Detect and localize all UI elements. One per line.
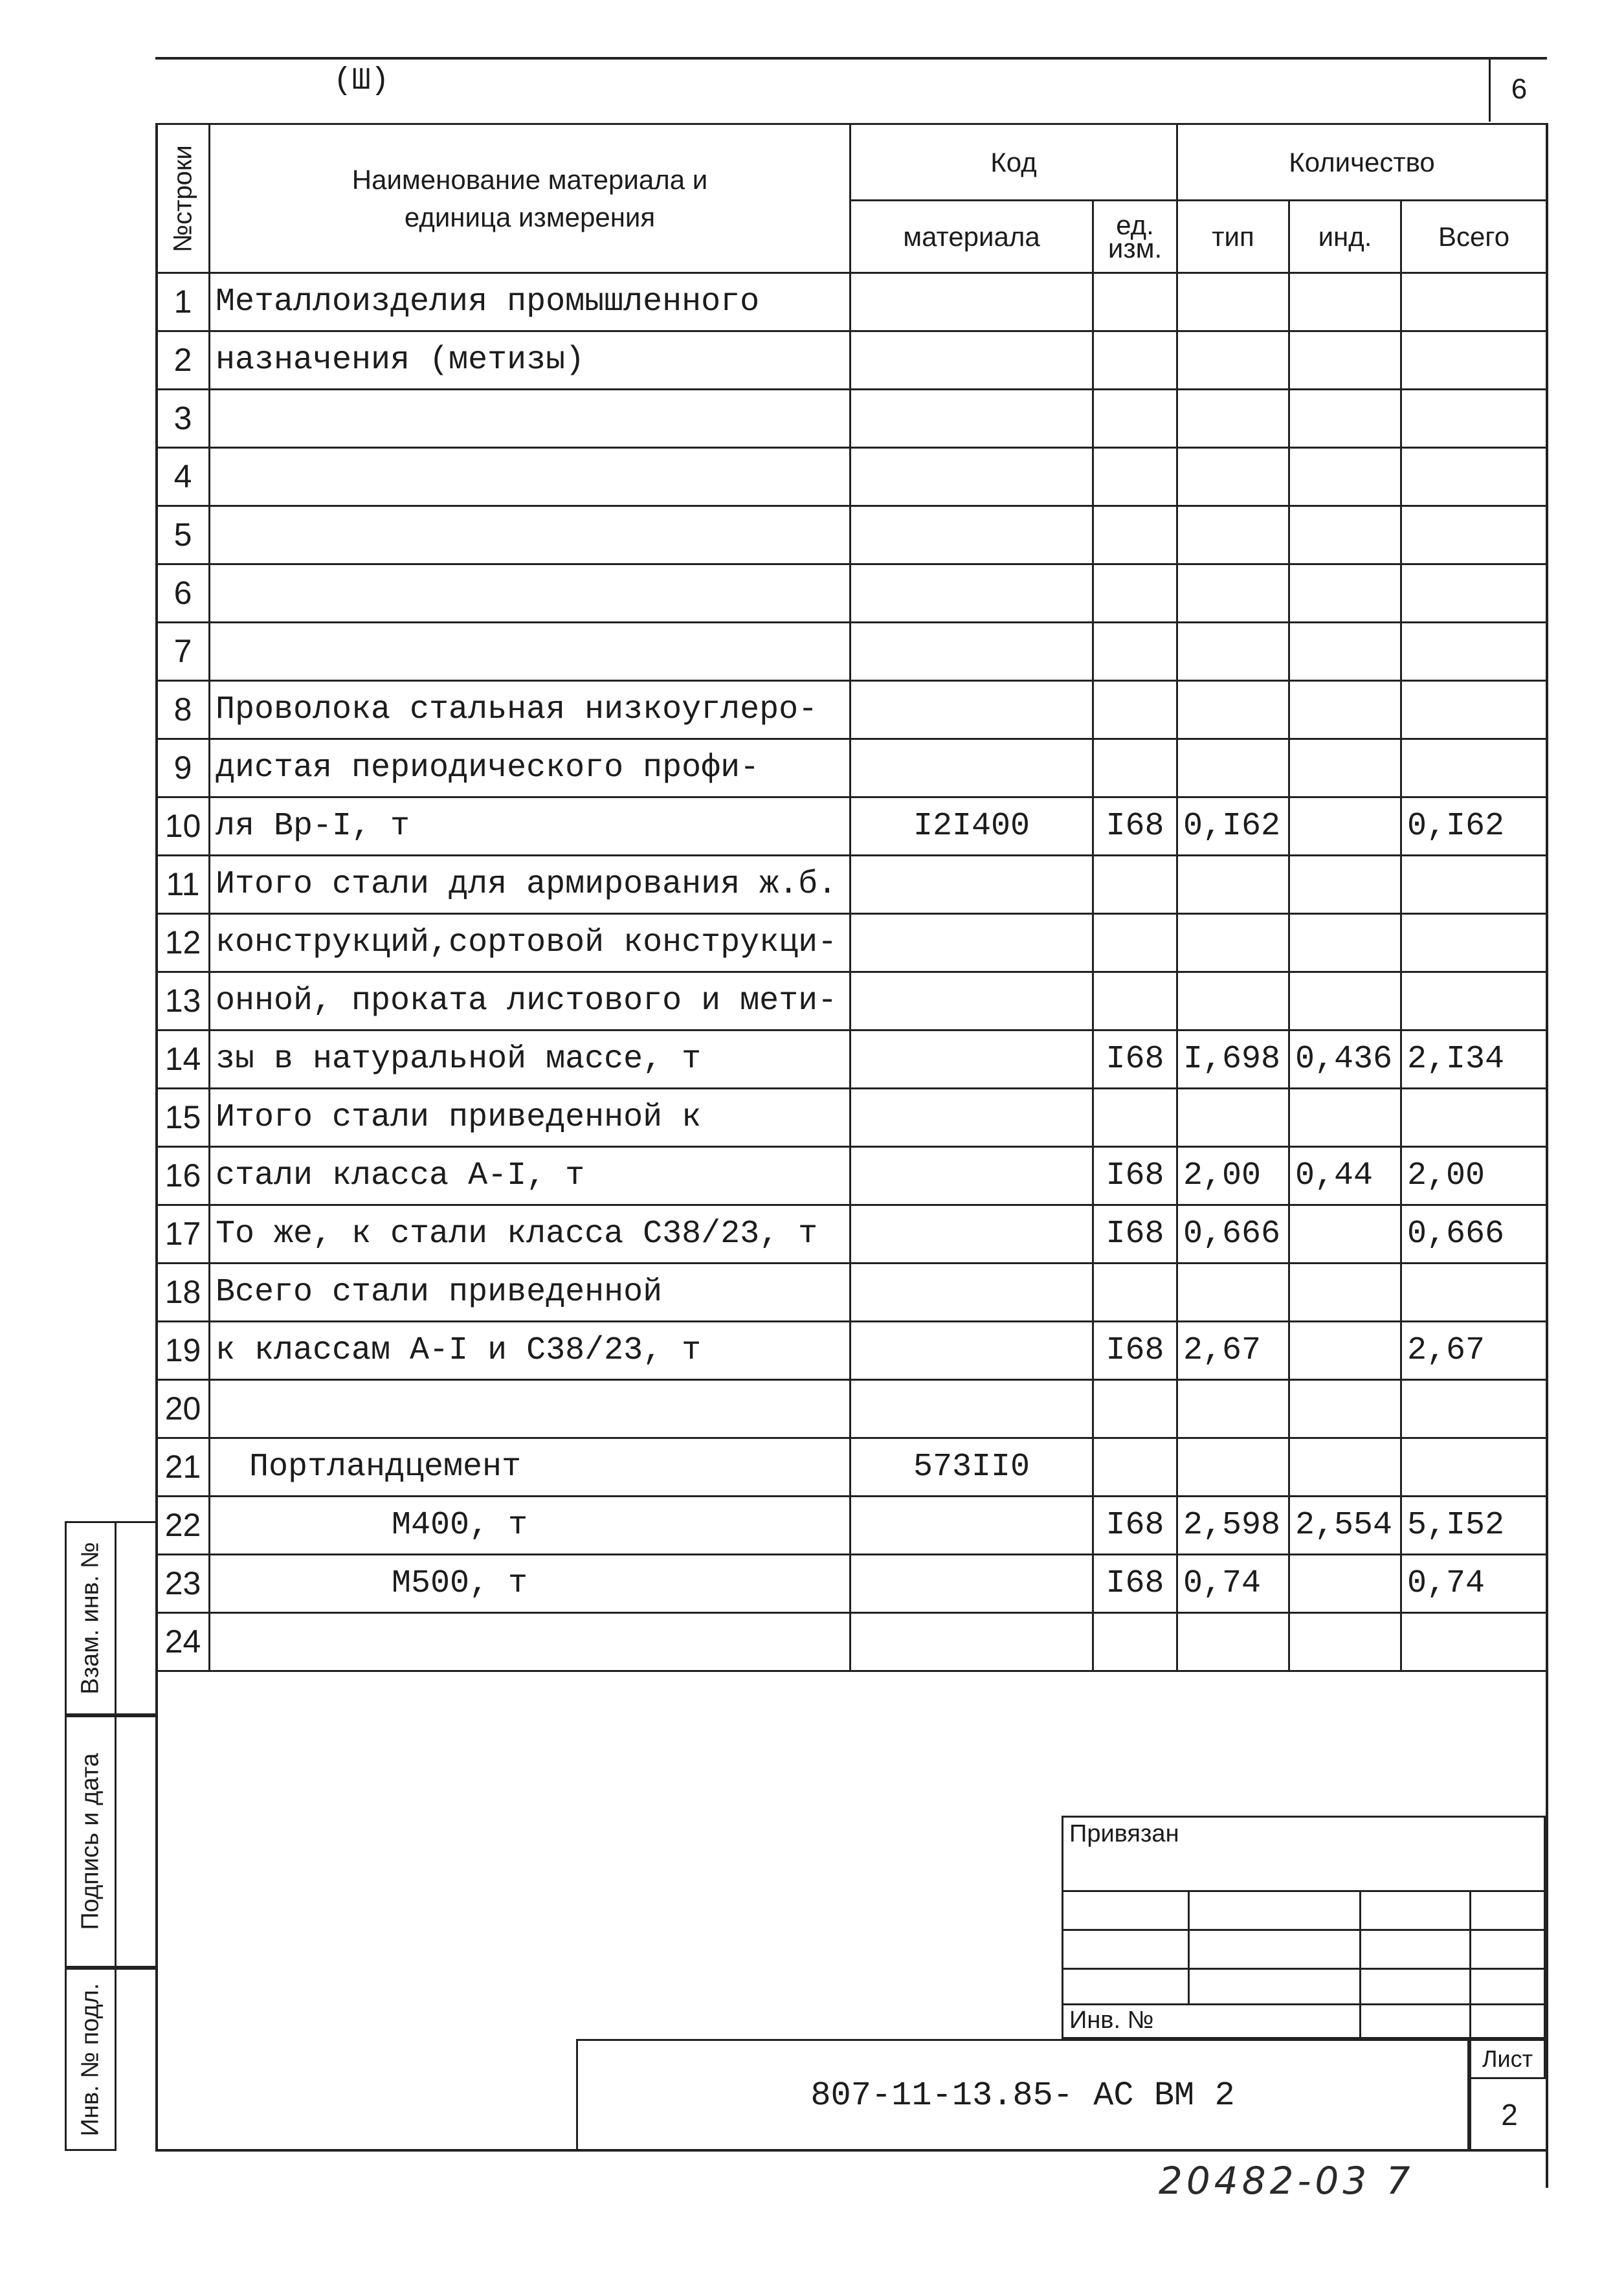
material-code (851, 1205, 1093, 1264)
material-name: ля Вр-I, т (210, 797, 851, 856)
material-name (210, 1613, 851, 1671)
qty-ind (1289, 506, 1401, 564)
qty-type (1177, 856, 1289, 914)
header-type: тип (1177, 201, 1289, 273)
material-name: Всего стали приведенной (210, 1264, 851, 1322)
material-code (851, 1613, 1093, 1671)
qty-type: 2,598 (1177, 1497, 1289, 1555)
qty-type (1177, 390, 1289, 448)
table-row (157, 914, 1547, 972)
binding-divider (1188, 1890, 1190, 2003)
row-number: 23 (157, 1555, 210, 1613)
row-number: 21 (157, 1438, 210, 1497)
qty-total (1401, 1613, 1547, 1671)
material-name: дистая периодического профи- (210, 739, 851, 797)
qty-ind: 0,44 (1289, 1147, 1401, 1205)
row-number: 14 (157, 1030, 210, 1089)
qty-total (1401, 856, 1547, 914)
qty-ind (1289, 1380, 1401, 1438)
qty-ind (1289, 448, 1401, 506)
table-row (157, 448, 1547, 506)
qty-ind (1289, 1264, 1401, 1322)
qty-type (1177, 972, 1289, 1030)
qty-total: 5,I52 (1401, 1497, 1547, 1555)
inventory-number-label: Инв. № (1069, 2007, 1154, 2034)
material-name: стали класса А-I, т (210, 1147, 851, 1205)
qty-total (1401, 681, 1547, 739)
row-number: 16 (157, 1147, 210, 1205)
side-field-vzam: Взам. инв. № (65, 1521, 117, 1715)
unit-code (1093, 390, 1177, 448)
material-code (851, 681, 1093, 739)
table-row (157, 1438, 1547, 1497)
qty-ind (1289, 972, 1401, 1030)
material-code (851, 1322, 1093, 1380)
row-number: 19 (157, 1322, 210, 1380)
qty-type: 2,00 (1177, 1147, 1289, 1205)
qty-type: 2,67 (1177, 1322, 1289, 1380)
unit-code (1093, 331, 1177, 390)
binding-divider (1359, 1890, 1361, 2039)
qty-ind (1289, 1555, 1401, 1613)
material-code: 573II0 (851, 1438, 1093, 1497)
unit-code (1093, 1380, 1177, 1438)
qty-type (1177, 1264, 1289, 1322)
row-number: 8 (157, 681, 210, 739)
sheet-value: 2 (1469, 2079, 1548, 2150)
material-name (210, 448, 851, 506)
unit-code (1093, 448, 1177, 506)
unit-code (1093, 972, 1177, 1030)
sheet-box (1469, 2039, 1546, 2150)
material-code (851, 1089, 1093, 1147)
material-name: Итого стали приведенной к (210, 1089, 851, 1147)
unit-code (1093, 856, 1177, 914)
frame-bottom-line (155, 2149, 1547, 2152)
qty-type (1177, 1613, 1289, 1671)
unit-code (1093, 681, 1177, 739)
row-number: 9 (157, 739, 210, 797)
row-number: 22 (157, 1497, 210, 1555)
header-row-number: №строки (157, 124, 210, 273)
qty-ind (1289, 564, 1401, 623)
qty-type: 0,74 (1177, 1555, 1289, 1613)
qty-type (1177, 331, 1289, 390)
material-name (210, 390, 851, 448)
row-number: 10 (157, 797, 210, 856)
qty-ind (1289, 914, 1401, 972)
material-code (851, 739, 1093, 797)
qty-total (1401, 623, 1547, 681)
side-field-signature-value (117, 1715, 155, 1968)
row-number: 7 (157, 623, 210, 681)
header-mark: (Ш) (333, 63, 390, 98)
unit-code (1093, 1613, 1177, 1671)
qty-type (1177, 739, 1289, 797)
table-row (157, 739, 1547, 797)
table-row (157, 1497, 1547, 1555)
header-unit: ед. изм. (1093, 201, 1177, 273)
table-row (157, 1147, 1547, 1205)
material-name: зы в натуральной массе, т (210, 1030, 851, 1089)
table-row (157, 506, 1547, 564)
table-row (157, 1264, 1547, 1322)
table-row (157, 273, 1547, 331)
row-number: 18 (157, 1264, 210, 1322)
qty-total: 2,67 (1401, 1322, 1547, 1380)
row-number: 5 (157, 506, 210, 564)
table-row (157, 797, 1547, 856)
row-number: 15 (157, 1089, 210, 1147)
table-row (157, 1380, 1547, 1438)
material-name: Металлоизделия промышленного (210, 273, 851, 331)
unit-code (1093, 914, 1177, 972)
material-code (851, 1555, 1093, 1613)
table-row (157, 1205, 1547, 1264)
qty-type (1177, 448, 1289, 506)
sheet-label: Лист (1469, 2039, 1546, 2079)
table-row (157, 1089, 1547, 1147)
qty-total: 2,00 (1401, 1147, 1547, 1205)
binding-rule (1062, 2003, 1546, 2005)
side-field-vzam-value (117, 1521, 155, 1715)
unit-code (1093, 739, 1177, 797)
qty-total (1401, 1089, 1547, 1147)
qty-total (1401, 273, 1547, 331)
unit-code: I68 (1093, 1555, 1177, 1613)
row-number: 4 (157, 448, 210, 506)
qty-ind: 2,554 (1289, 1497, 1401, 1555)
qty-total: 0,74 (1401, 1555, 1547, 1613)
table-row (157, 331, 1547, 390)
unit-code (1093, 1089, 1177, 1147)
row-number: 1 (157, 273, 210, 331)
qty-type: I,698 (1177, 1030, 1289, 1089)
material-name: М400, т (210, 1497, 851, 1555)
binding-rule (1062, 1968, 1546, 1970)
qty-ind (1289, 681, 1401, 739)
qty-ind: 0,436 (1289, 1030, 1401, 1089)
material-code (851, 1264, 1093, 1322)
qty-type (1177, 681, 1289, 739)
qty-ind (1289, 739, 1401, 797)
qty-total (1401, 390, 1547, 448)
material-code (851, 506, 1093, 564)
unit-code (1093, 1438, 1177, 1497)
material-code (851, 331, 1093, 390)
qty-ind (1289, 1613, 1401, 1671)
material-name (210, 623, 851, 681)
qty-type (1177, 914, 1289, 972)
specification-table (155, 123, 1548, 1672)
side-field-inv-value (117, 1968, 155, 2151)
material-code (851, 564, 1093, 623)
qty-ind (1289, 331, 1401, 390)
qty-type (1177, 273, 1289, 331)
material-name: к классам А-I и С38/23, т (210, 1322, 851, 1380)
material-name: То же, к стали класса С38/23, т (210, 1205, 851, 1264)
binding-block (1062, 1816, 1546, 2039)
frame-top-line (155, 57, 1547, 60)
qty-ind (1289, 856, 1401, 914)
material-code (851, 273, 1093, 331)
qty-total (1401, 1264, 1547, 1322)
qty-type: 0,666 (1177, 1205, 1289, 1264)
header-name: Наименование материала и единица измерения (210, 124, 851, 273)
material-code (851, 972, 1093, 1030)
qty-ind (1289, 390, 1401, 448)
table-row (157, 390, 1547, 448)
material-code (851, 1380, 1093, 1438)
qty-total (1401, 1438, 1547, 1497)
material-name: конструкций,сортовой конструкци- (210, 914, 851, 972)
qty-total (1401, 739, 1547, 797)
row-number: 20 (157, 1380, 210, 1438)
qty-type (1177, 564, 1289, 623)
page-number: 6 (1489, 57, 1548, 122)
qty-type (1177, 1438, 1289, 1497)
unit-code: I68 (1093, 1205, 1177, 1264)
material-name: онной, проката листового и мети- (210, 972, 851, 1030)
material-code: I2I400 (851, 797, 1093, 856)
side-field-signature-date: Подпись и дата (65, 1715, 117, 1968)
qty-ind (1289, 797, 1401, 856)
qty-ind (1289, 1438, 1401, 1497)
qty-type (1177, 623, 1289, 681)
row-number: 3 (157, 390, 210, 448)
designation-text: 807-11-13.85- АС ВМ 2 (810, 2077, 1235, 2115)
table-row (157, 1555, 1547, 1613)
unit-code (1093, 564, 1177, 623)
table-row (157, 681, 1547, 739)
material-code (851, 1147, 1093, 1205)
material-code (851, 856, 1093, 914)
material-name (210, 564, 851, 623)
frame-left-line (155, 123, 158, 2149)
qty-total (1401, 331, 1547, 390)
table-row (157, 623, 1547, 681)
material-code (851, 390, 1093, 448)
header-material: материала (851, 201, 1093, 273)
qty-total (1401, 914, 1547, 972)
row-number: 24 (157, 1613, 210, 1671)
qty-ind (1289, 1205, 1401, 1264)
table-row (157, 564, 1547, 623)
qty-total (1401, 506, 1547, 564)
row-number: 17 (157, 1205, 210, 1264)
material-code (851, 1030, 1093, 1089)
material-code (851, 914, 1093, 972)
qty-ind (1289, 1089, 1401, 1147)
qty-ind (1289, 1322, 1401, 1380)
qty-total (1401, 564, 1547, 623)
material-name (210, 1380, 851, 1438)
header-ind: инд. (1289, 201, 1401, 273)
material-code (851, 623, 1093, 681)
row-number: 2 (157, 331, 210, 390)
qty-type: 0,I62 (1177, 797, 1289, 856)
table-row (157, 1613, 1547, 1671)
header-quantity-group: Количество (1177, 124, 1547, 201)
qty-total (1401, 1380, 1547, 1438)
material-name (210, 506, 851, 564)
row-number: 11 (157, 856, 210, 914)
table-row (157, 1322, 1547, 1380)
document-designation (576, 2039, 1469, 2150)
qty-ind (1289, 273, 1401, 331)
unit-code (1093, 506, 1177, 564)
header-total: Всего (1401, 201, 1547, 273)
qty-type (1177, 506, 1289, 564)
unit-code (1093, 273, 1177, 331)
unit-code: I68 (1093, 797, 1177, 856)
material-name: М500, т (210, 1555, 851, 1613)
handwritten-archive-number: 20482-03 7 (1159, 2159, 1414, 2203)
row-number: 12 (157, 914, 210, 972)
side-field-inv-podl: Инв. № подл. (65, 1968, 117, 2151)
unit-code (1093, 623, 1177, 681)
material-name: Портландцемент (210, 1438, 851, 1497)
qty-total (1401, 972, 1547, 1030)
qty-type (1177, 1089, 1289, 1147)
qty-total: 0,I62 (1401, 797, 1547, 856)
material-name: Итого стали для армирования ж.б. (210, 856, 851, 914)
table-row (157, 972, 1547, 1030)
binding-label: Привязан (1069, 1820, 1179, 1847)
header-code-group: Код (851, 124, 1177, 201)
material-code (851, 448, 1093, 506)
unit-code: I68 (1093, 1030, 1177, 1089)
row-number: 6 (157, 564, 210, 623)
qty-type (1177, 1380, 1289, 1438)
unit-code (1093, 1264, 1177, 1322)
material-name: Проволока стальная низкоуглеро- (210, 681, 851, 739)
binding-divider (1469, 1890, 1471, 2039)
qty-total (1401, 448, 1547, 506)
material-name: назначения (метизы) (210, 331, 851, 390)
table-row (157, 1030, 1547, 1089)
unit-code: I68 (1093, 1147, 1177, 1205)
qty-total: 2,I34 (1401, 1030, 1547, 1089)
table-row (157, 856, 1547, 914)
binding-rule (1062, 1890, 1546, 1892)
qty-total: 0,666 (1401, 1205, 1547, 1264)
material-code (851, 1497, 1093, 1555)
qty-ind (1289, 623, 1401, 681)
unit-code: I68 (1093, 1322, 1177, 1380)
binding-rule (1062, 1929, 1546, 1931)
unit-code: I68 (1093, 1497, 1177, 1555)
row-number: 13 (157, 972, 210, 1030)
